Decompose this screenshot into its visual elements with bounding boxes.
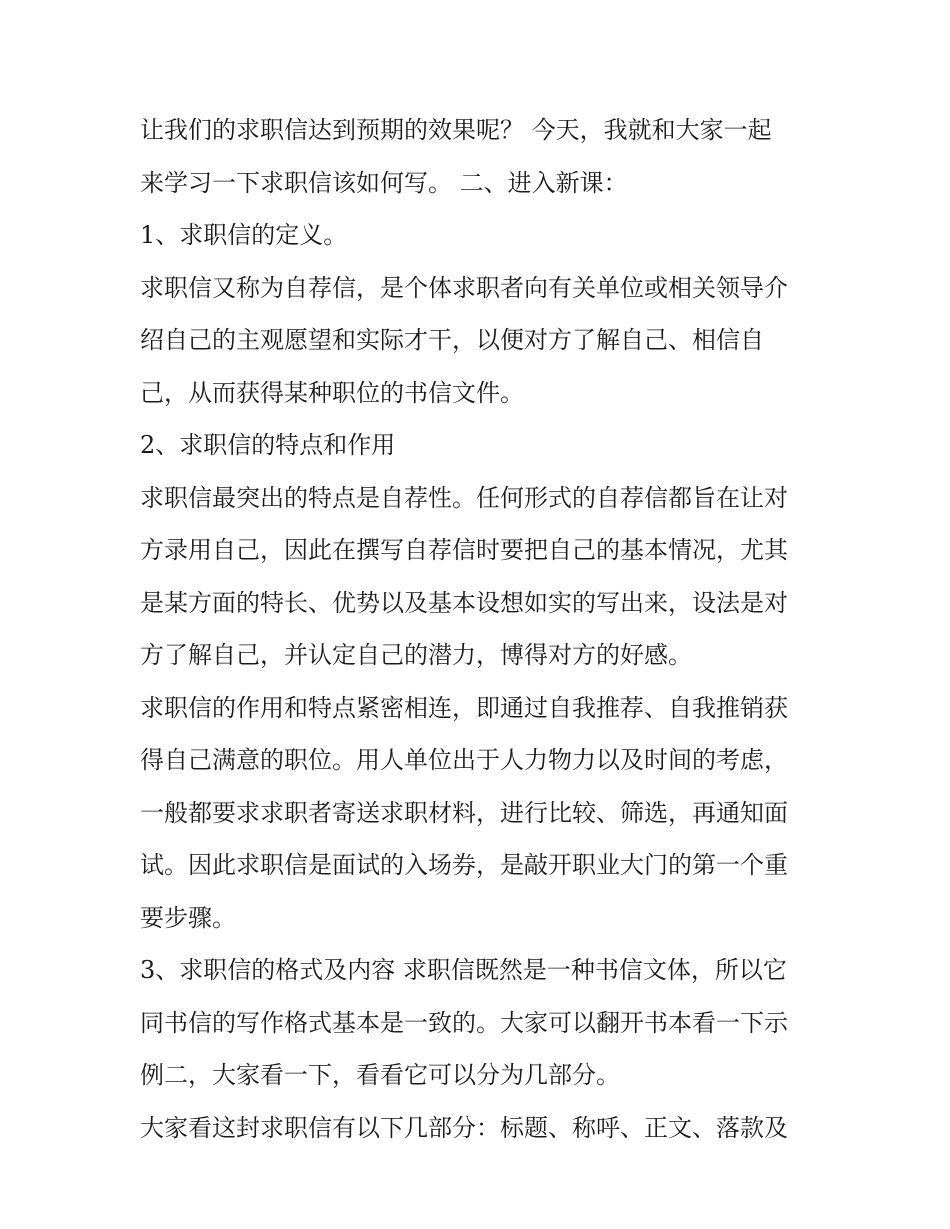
text-line: 来学习一下求职信该如何写。 二、进入新课：: [140, 168, 628, 197]
text-line: 一般都要求求职者寄送求职材料，进行比较、筛选，再通知面: [140, 798, 788, 827]
section-heading: 3、求职信的格式及内容 求职信既然是一种书信文体，所以它: [140, 956, 787, 984]
text-line: 是某方面的特长、优势以及基本设想如实的写出来，设法是对: [140, 588, 788, 617]
text-line: 大家看这封求职信有以下几部分：标题、称呼、正文、落款及: [140, 1113, 788, 1142]
text-line: 得自己满意的职位。用人单位出于人力物力以及时间的考虑，: [140, 746, 788, 774]
text-line: 要步骤。: [140, 903, 236, 932]
text-line: 让我们的求职信达到预期的效果呢？ 今天，我就和大家一起: [140, 116, 772, 144]
text-line: 求职信最突出的特点是自荐性。任何形式的自荐信都旨在让对: [140, 483, 788, 512]
text-line: 求职信又称为自荐信，是个体求职者向有关单位或相关领导介: [140, 273, 788, 302]
section-heading: 2、求职信的特点和作用: [140, 431, 396, 459]
section-heading: 1、求职信的定义。: [140, 221, 348, 249]
text-line: 同书信的写作格式基本是一致的。大家可以翻开书本看一下示: [140, 1008, 788, 1037]
document-body: [140, 104, 820, 1154]
text-line: 方了解自己，并认定自己的潜力，博得对方的好感。: [140, 641, 692, 669]
text-line: 方录用自己，因此在撰写自荐信时要把自己的基本情况，尤其: [140, 536, 788, 564]
text-line: 己，从而获得某种职位的书信文件。: [140, 378, 524, 407]
text-line: 求职信的作用和特点紧密相连，即通过自我推荐、自我推销获: [140, 693, 788, 722]
text-line: 绍自己的主观愿望和实际才干，以便对方了解自己、相信自: [140, 326, 764, 354]
text-line: 试。因此求职信是面试的入场券，是敲开职业大门的第一个重: [140, 851, 788, 879]
text-line: 例二，大家看一下，看看它可以分为几部分。: [140, 1061, 620, 1089]
